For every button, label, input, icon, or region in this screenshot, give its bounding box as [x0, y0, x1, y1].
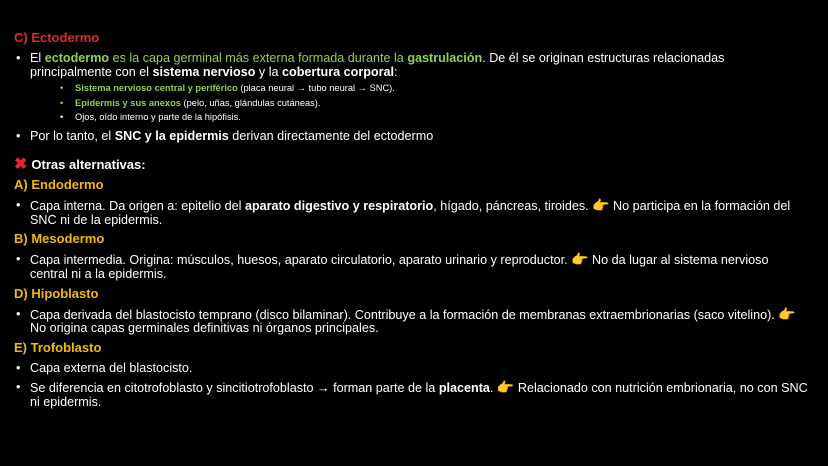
pointing-right-hand-icon: 👉 [778, 305, 796, 322]
list-item: • Por lo tanto, el SNC y la epidermis derivan directamente del ectodermo [14, 130, 828, 144]
list-item: • Capa externa del blastocisto. [14, 362, 828, 376]
pointing-right-hand-icon: 👉 [496, 379, 515, 396]
section-d-title: D) Hipoblasto [14, 285, 99, 301]
list-item: • Capa intermedia. Origina: músculos, huesos, aparato circulatorio, aparato urinario y reproductor. 👉 No da lugar al sistema nervioso central ni a la epidermis. [14, 253, 828, 281]
pointing-right-hand-icon: 👉 [592, 197, 610, 214]
list-item: • Se diferencia en citotrofoblasto y sincitiotrofoblasto → forman parte de la placenta. 👉 Relacionado con nutrición embrionaria, no con SNC ni epidermis. [14, 381, 828, 409]
sub-list [60, 81, 808, 125]
section-c-list [14, 52, 828, 143]
sub-list-item: • Epidermis y sus anexos (pelo, uñas, glándulas cutáneas). [60, 96, 808, 111]
section-e-title: E) Trofoblasto [14, 339, 102, 355]
pointing-right-hand-icon: 👉 [571, 251, 589, 268]
sub-list-item: • Sistema nervioso central y periférico (placa neural → tubo neural → SNC). [60, 81, 808, 96]
sub-list-item: • Ojos, oído interno y parte de la hipófisis. [60, 110, 808, 125]
list-item: • El ectodermo es la capa germinal más externa formada durante la gastrulación. De él se originan estructuras relacionadas principalmente con el sistema nervioso y la cobertura corporal: • Sistema nervioso central y periférico (placa neural → tubo neural → SNC). • Epidermis y sus anexos (pelo, uñas, glándulas cutáneas). • Ojos, oído interno y parte de la hipófisis. [14, 52, 828, 125]
section-a-title: A) Endodermo [14, 177, 104, 193]
list-item: • Capa interna. Da origen a: epitelio del aparato digestivo y respiratorio, hígado, páncreas, tiroides. 👉 No participa en la formación del SNC ni de la epidermis. [14, 199, 828, 227]
cross-mark-icon: ✖ [14, 156, 28, 174]
list-item: • Capa derivada del blastocisto temprano (disco bilaminar). Contribuye a la formación de membranas extraembrionarias (saco vitelino). 👉 No origina capas germinales definitivas ni órganos principales. [14, 308, 828, 336]
other-alternatives-title: ✖ Otras alternativas: [14, 156, 146, 174]
section-c-title: C) Ectodermo [14, 30, 100, 45]
section-b-title: B) Mesodermo [14, 231, 105, 247]
